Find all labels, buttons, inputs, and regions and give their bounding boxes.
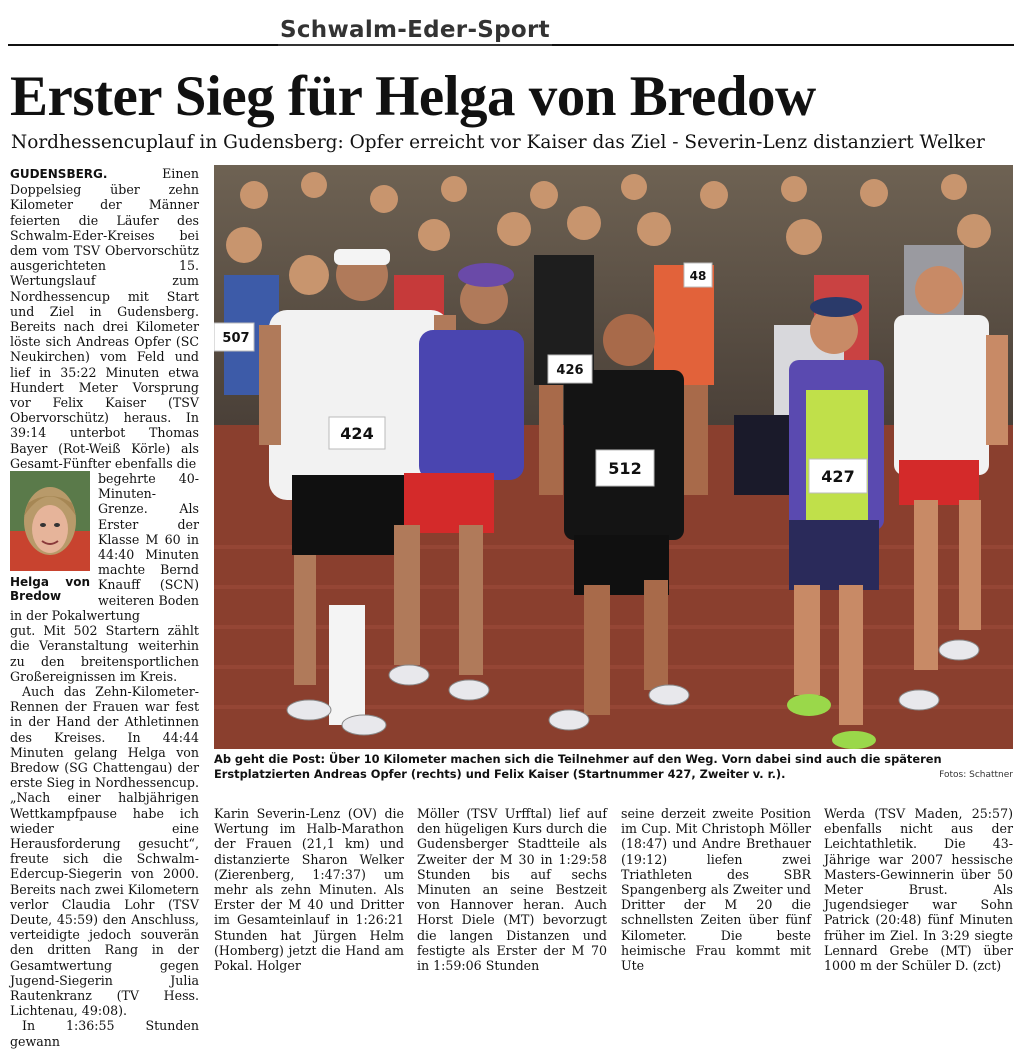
column-4-text: seine derzeit zweite Position im Cup. Mit Christoph Möller (18:47) und Andre Brethauer (19:12) liefen zwei Triathleten des SBR Spangenberg als Zweiter und Dritter der M 20 die schnellsten Zeiten über fünf Kilometer. Die beste heimische Frau kommt mit Ute [621,806,811,974]
section-title: Schwalm-Eder-Sport [278,16,552,46]
paragraph-1 [10,166,199,471]
portrait-caption: Helga von Bredow [10,575,90,604]
article-column-3 [417,806,607,973]
paragraph-1-wrap: begehrte 40-Minuten-Grenze. Als Erster der Klasse M 60 in 44:40 Minuten machte Bernd Knauff (SCN) weiteren Boden in der Pokalwertung [10,471,199,623]
column-3-text: Möller (TSV Urfftal) lief auf den hügeligen Kurs durch die Gudensberger Stadtteile als Zweiter der M 30 in 1:29:58 Stunden bis auf sechs Minuten an seine Bestzeit von Hannover heran. Auch Horst Diele (MT) bevorzugt die langen Distanzen und festigte als Erster der M 70 in 1:59:06 Stunden [417,806,607,974]
column-5-text: Werda (TSV Maden, 25:57) ebenfalls nicht aus der Leichtathletik. Die 43-Jährige war 2007 hessische Masters-Gewinnerin über 50 Meter Brust. Als Jugendsieger war Sohn Patrick (20:48) fünf Minuten früher im Ziel. In 3:29 siegte Lennard Grebe (MT) über 1000 m der Schüler D. (zct) [824,806,1013,974]
bib-number: 426 [556,363,584,378]
paragraph-2: Auch das Zehn-Kilometer-Rennen der Frauen war fest in der Hand der Athletinnen des Kreises. In 44:44 Minuten gelang Helga von Bredow (SG Chattengau) der erste Sieg in Nordhessencup. „Nach einer halbjährigen Wettkampfpause habe ich wieder eine Herausforderung gesucht“, freute sich die Schwalm-Edercup-Siegerin von 2000. Bereits nach zwei Kilometern verlor Claudia Lohr (TSV Deute, 45:59) den Anschluss, verteidigte jedoch souverän den dritten Rang in der Gesamtwertung gegen Jugend-Siegerin Julia Rautenkranz (TV Hess. Lichtenau, 49:08). [10,683,199,1019]
paragraph-1-lead: Einen Doppelsieg über zehn Kilometer der Männer feierten die Läufer des Schwalm-Eder-Kreises bei dem vom TSV Obervorschütz ausgerichteten 15. Wertungslauf zum Nordhessencup mit Start und Ziel in Gudensberg. Bereits nach drei Kilometer löste sich Andreas Opfer (SC Neukirchen) vom Feld und lief in 35:22 Minuten etwa Hundert Meter Vorsprung vor Felix Kaiser (TSV Obervorschütz) heraus. In 39:14 unterbot Thomas Bayer (Rot-Weiß Körle) als Gesamt-Fünfter ebenfalls die [10,166,199,471]
photo-caption: Ab geht die Post: Über 10 Kilometer machen sich die Teilnehmer auf den Weg. Vorn dabei sind auch die späteren Erstplatzierten Andreas Opfer (rechts) und Felix Kaiser (Startnummer 427, Zweiter v. r.). [214,752,942,781]
article-column-5 [824,806,1013,973]
paragraph-1-end: gut. Mit 502 Startern zählt die Veranstaltung weiterhin zu den breitensportlichen Großereignissen im Kreis. [10,623,199,684]
headline: Erster Sieg für Helga von Bredow [10,65,816,128]
subheadline: Nordhessencuplauf in Gudensberg: Opfer erreicht vor Kaiser das Ziel - Severin-Lenz distanziert Welker [11,132,985,153]
article-column-4 [621,806,811,973]
bib-number: 424 [340,424,374,443]
paragraph-3: In 1:36:55 Stunden gewann [10,1018,199,1049]
article-column-1 [10,166,199,1049]
bib-number: 507 [222,331,250,346]
column-2-text: Karin Severin-Lenz (OV) die Wertung im Halb-Marathon der Frauen (21,1 km) und distanzierte Sharon Welker (Zierenberg, 1:47:37) um mehr als zehn Minuten. Als Erster der M 40 und Dritter im Gesamteinlauf in 1:26:21 Stunden hat Jürgen Helm (Homberg) jetzt die Hand am Pokal. Holger [214,806,404,974]
portrait [10,471,90,603]
photo-credit: Fotos: Schattner [939,770,1013,780]
bib-number: 48 [689,269,707,283]
portrait-photo [10,471,90,571]
dateline: GUDENSBERG. [10,167,108,181]
runners-photo [214,165,1013,749]
bib-number: 512 [608,459,642,478]
article-column-2 [214,806,404,973]
bib-number: 427 [821,467,855,486]
